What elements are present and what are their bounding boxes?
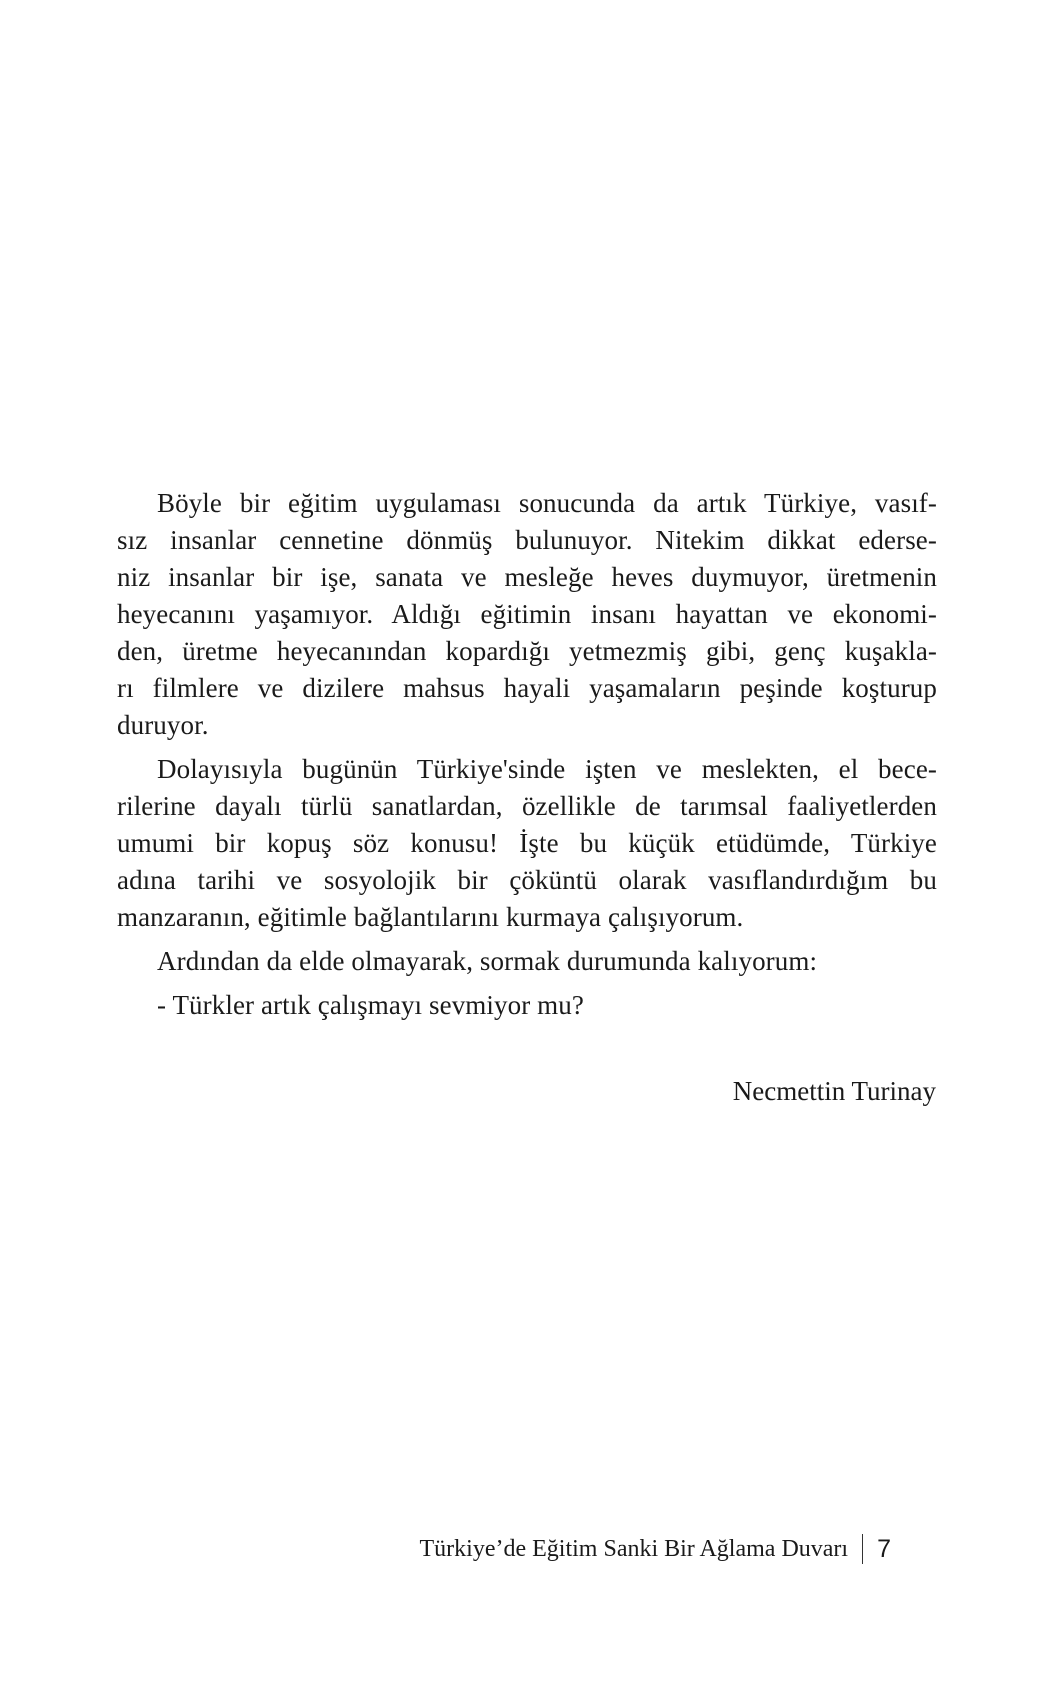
paragraph-line: sız insanlar cennetine dönmüş bulunuyor. Nitekim dikkat ederse- [117, 525, 937, 555]
paragraph-line: rı filmlere ve dizilere mahsus hayali yaşamaların peşinde koşturup [117, 673, 937, 703]
paragraph-line: manzaranın, eğitimle bağlantılarını kurmaya çalışıyorum. [117, 902, 744, 932]
body-text [117, 485, 937, 1031]
paragraph-3: Ardından da elde olmayarak, sormak durumunda kalıyorum: [157, 946, 818, 976]
paragraph-line: adına tarihi ve sosyolojik bir çöküntü olarak vasıflandırdığım bu [117, 865, 937, 895]
paragraph-line: heyecanını yaşamıyor. Aldığı eğitimin insanı hayattan ve ekonomi- [117, 599, 937, 629]
page-number: 7 [877, 1534, 891, 1563]
paragraph-line: Böyle bir eğitim uygulaması sonucunda da artık Türkiye, vasıf- [157, 488, 937, 518]
paragraph-line: den, üretme heyecanından kopardığı yetmezmiş gibi, genç kuşakla- [117, 636, 937, 666]
paragraph-1 [117, 485, 937, 744]
paragraph-line: niz insanlar bir işe, sanata ve mesleğe heves duymuyor, üretmenin [117, 562, 937, 592]
paragraph-line: umumi bir kopuş söz konusu! İşte bu küçük etüdümde, Türkiye [117, 828, 937, 858]
paragraph-line: duruyor. [117, 710, 209, 740]
footer-divider [862, 1534, 863, 1564]
paragraph-line: Dolayısıyla bugünün Türkiye'sinde işten ve meslekten, el bece- [157, 754, 937, 784]
paragraph-2 [117, 751, 937, 936]
paragraph-4-question: - Türkler artık çalışmayı sevmiyor mu? [157, 990, 584, 1020]
paragraph-line: rilerine dayalı türlü sanatlardan, özellikle de tarımsal faaliyetlerden [117, 791, 937, 821]
running-title: Türkiye’de Eğitim Sanki Bir Ağlama Duvarı [419, 1535, 849, 1562]
author-signature: Necmettin Turinay [732, 1076, 936, 1106]
page-footer [420, 1533, 891, 1565]
